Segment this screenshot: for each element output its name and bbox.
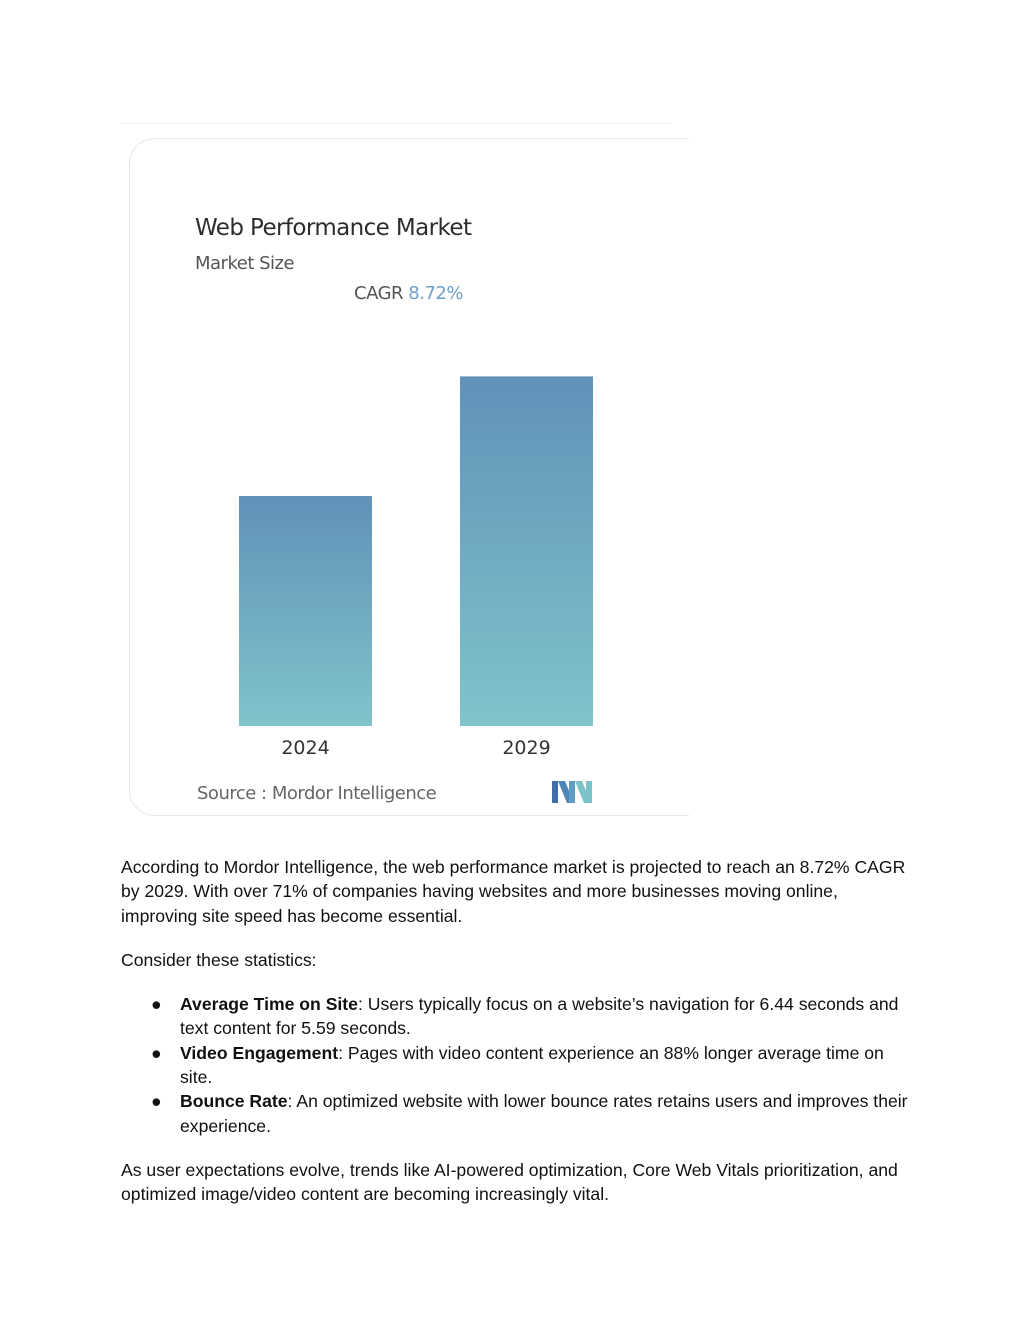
intro-paragraph: According to Mordor Intelligence, the web performance market is projected to reach an 8.72% CAGR by 2029. With over 71% of companies having websites and more businesses moving online, improving site speed has become essential.	[121, 857, 906, 926]
list-item	[121, 992, 911, 1041]
statistics-lead-in: Consider these statistics:	[121, 949, 317, 970]
market-chart-figure	[129, 138, 689, 816]
cagr-value: 8.72%	[408, 283, 463, 304]
list-item-text: : Pages with video content experience an 88% longer average time on site.	[180, 1042, 884, 1088]
statistics-list	[121, 992, 911, 1138]
bullet-icon: ●	[151, 994, 162, 1015]
bar-2024	[239, 496, 372, 726]
mordor-intelligence-logo-icon	[552, 781, 592, 803]
list-item-term: Video Engagement	[180, 1042, 339, 1063]
closing-paragraph: As user expectations evolve, trends like AI-powered optimization, Core Web Vitals prioritization, and optimized image/video content are becoming increasingly vital.	[121, 1159, 898, 1205]
article-body	[121, 855, 911, 1227]
top-divider	[121, 123, 672, 124]
bar-2029	[460, 376, 593, 726]
list-item-term: Average Time on Site	[180, 994, 358, 1015]
list-item-text: : An optimized website with lower bounce rates retains users and improves their experience.	[180, 1091, 908, 1136]
list-item-term: Bounce Rate	[180, 1091, 288, 1112]
chart-source: Source : Mordor Intelligence	[197, 783, 437, 804]
x-tick-label: 2029	[502, 737, 551, 759]
list-item	[121, 1041, 911, 1090]
list-item-text: : Users typically focus on a website’s navigation for 6.44 seconds and text content for 5.59 seconds.	[180, 994, 899, 1039]
chart-subtitle: Market Size	[195, 253, 295, 274]
chart-title: Web Performance Market	[195, 215, 472, 241]
x-tick-label: 2024	[281, 737, 330, 759]
bullet-icon: ●	[151, 1042, 162, 1063]
bullet-icon: ●	[151, 1091, 162, 1112]
list-item	[121, 1089, 911, 1138]
cagr-label: CAGR	[354, 283, 404, 304]
bar-chart	[130, 139, 689, 816]
